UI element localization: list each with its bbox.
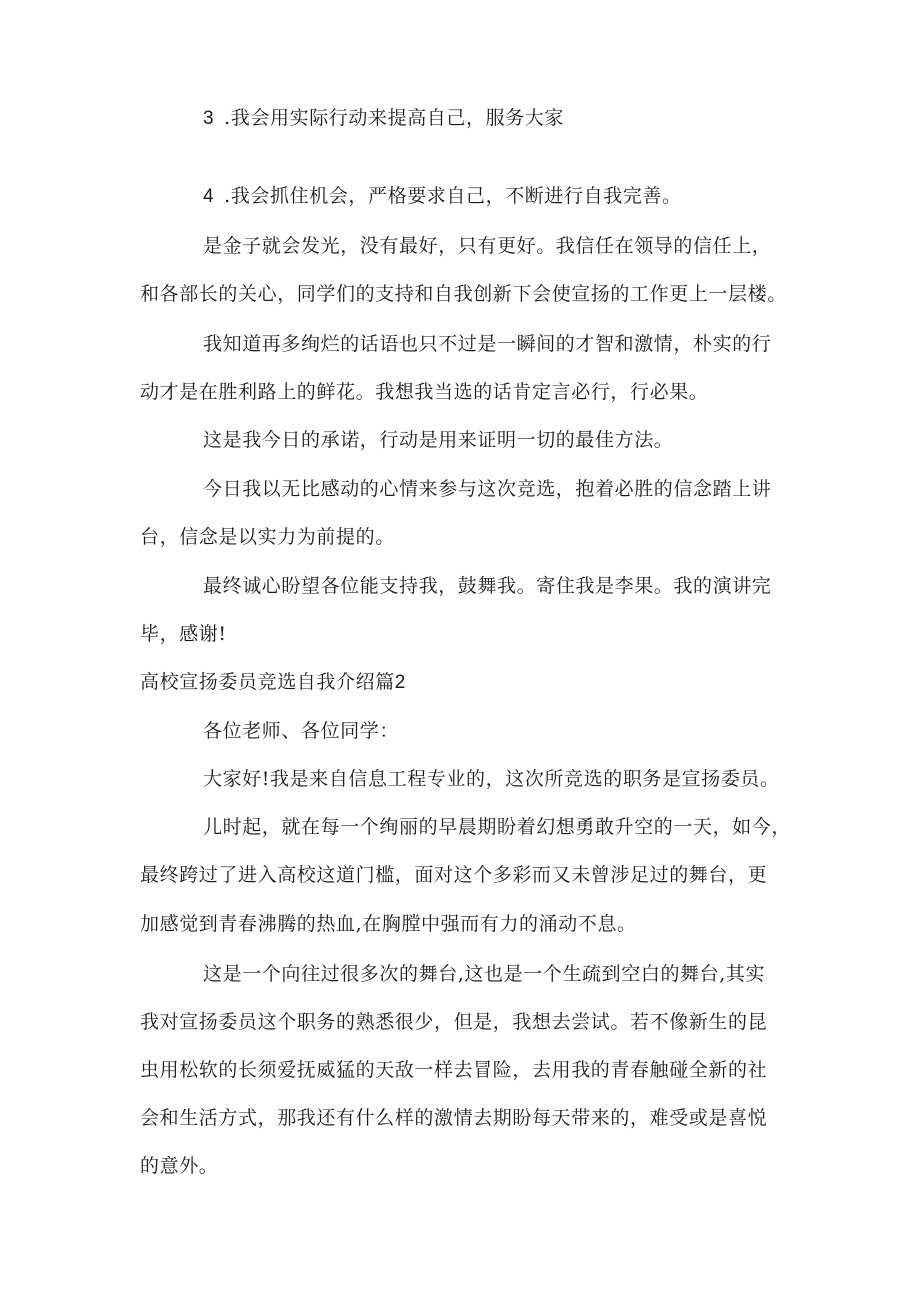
paragraph-line: 动才是在胜利路上的鲜花。我想我当选的话肯定言必行，行必果。: [140, 381, 709, 403]
section-title: 高校宣扬委员竞选自我介绍篇2: [140, 672, 406, 693]
paragraph-line: 最终诚心盼望各位能支持我，鼓舞我。寄住我是李果。我的演讲完: [203, 575, 772, 597]
paragraph-line: 加感觉到青春沸腾的热血,在胸膛中强而有力的涌动不息。: [140, 913, 637, 935]
paragraph-line: 儿时起，就在每一个绚丽的早晨期盼着幻想勇敢升空的一天，如今，: [203, 816, 792, 838]
paragraph-line: 这是我今日的承诺，行动是用来证明一切的最佳方法。: [203, 429, 674, 451]
list-number: 3: [203, 108, 215, 129]
list-number: 4: [203, 186, 215, 207]
paragraph-line: 是金子就会发光，没有最好，只有更好。我信任在领导的信任上，: [203, 235, 772, 257]
greeting-line: 各位老师、各位同学：: [203, 720, 400, 742]
list-text: .我会抓住机会，严格要求自己，不断进行自我完善。: [224, 185, 682, 207]
paragraph-line: 今日我以无比感动的心情来参与这次竞选，抱着必胜的信念踏上讲: [203, 478, 772, 500]
paragraph-line: 的意外。: [140, 1155, 219, 1177]
paragraph-line: 我对宣扬委员这个职务的熟悉很少，但是，我想去尝试。若不像新生的昆: [140, 1011, 768, 1033]
paragraph-line: 和各部长的关心，同学们的支持和自我创新下会使宣扬的工作更上一层楼。: [140, 283, 787, 305]
paragraph-line: 我知道再多绚烂的话语也只不过是一瞬间的才智和激情，朴实的行: [203, 333, 772, 355]
list-item-3: [203, 106, 803, 131]
paragraph-line: 最终跨过了进入高校这道门槛，面对这个多彩而又未曾涉足过的舞台，更: [140, 864, 768, 886]
list-item-4: [203, 184, 803, 209]
paragraph-line: 台，信念是以实力为前提的。: [140, 526, 395, 548]
paragraph-line: 这是一个向往过很多次的舞台,这也是一个生疏到空白的舞台,其实: [203, 963, 766, 985]
paragraph-line: 毕，感谢!: [140, 623, 227, 645]
paragraph-line: 大家好!我是来自信息工程专业的，这次所竞选的职务是宣扬委员。: [203, 768, 780, 790]
paragraph-line: 会和生活方式，那我还有什么样的激情去期盼每天带来的，难受或是喜悦: [140, 1107, 768, 1129]
list-text: .我会用实际行动来提高自己，服务大家: [224, 107, 565, 129]
paragraph-line: 虫用松软的长须爱抚威猛的天敌一样去冒险，去用我的青春触碰全新的社: [140, 1059, 768, 1081]
